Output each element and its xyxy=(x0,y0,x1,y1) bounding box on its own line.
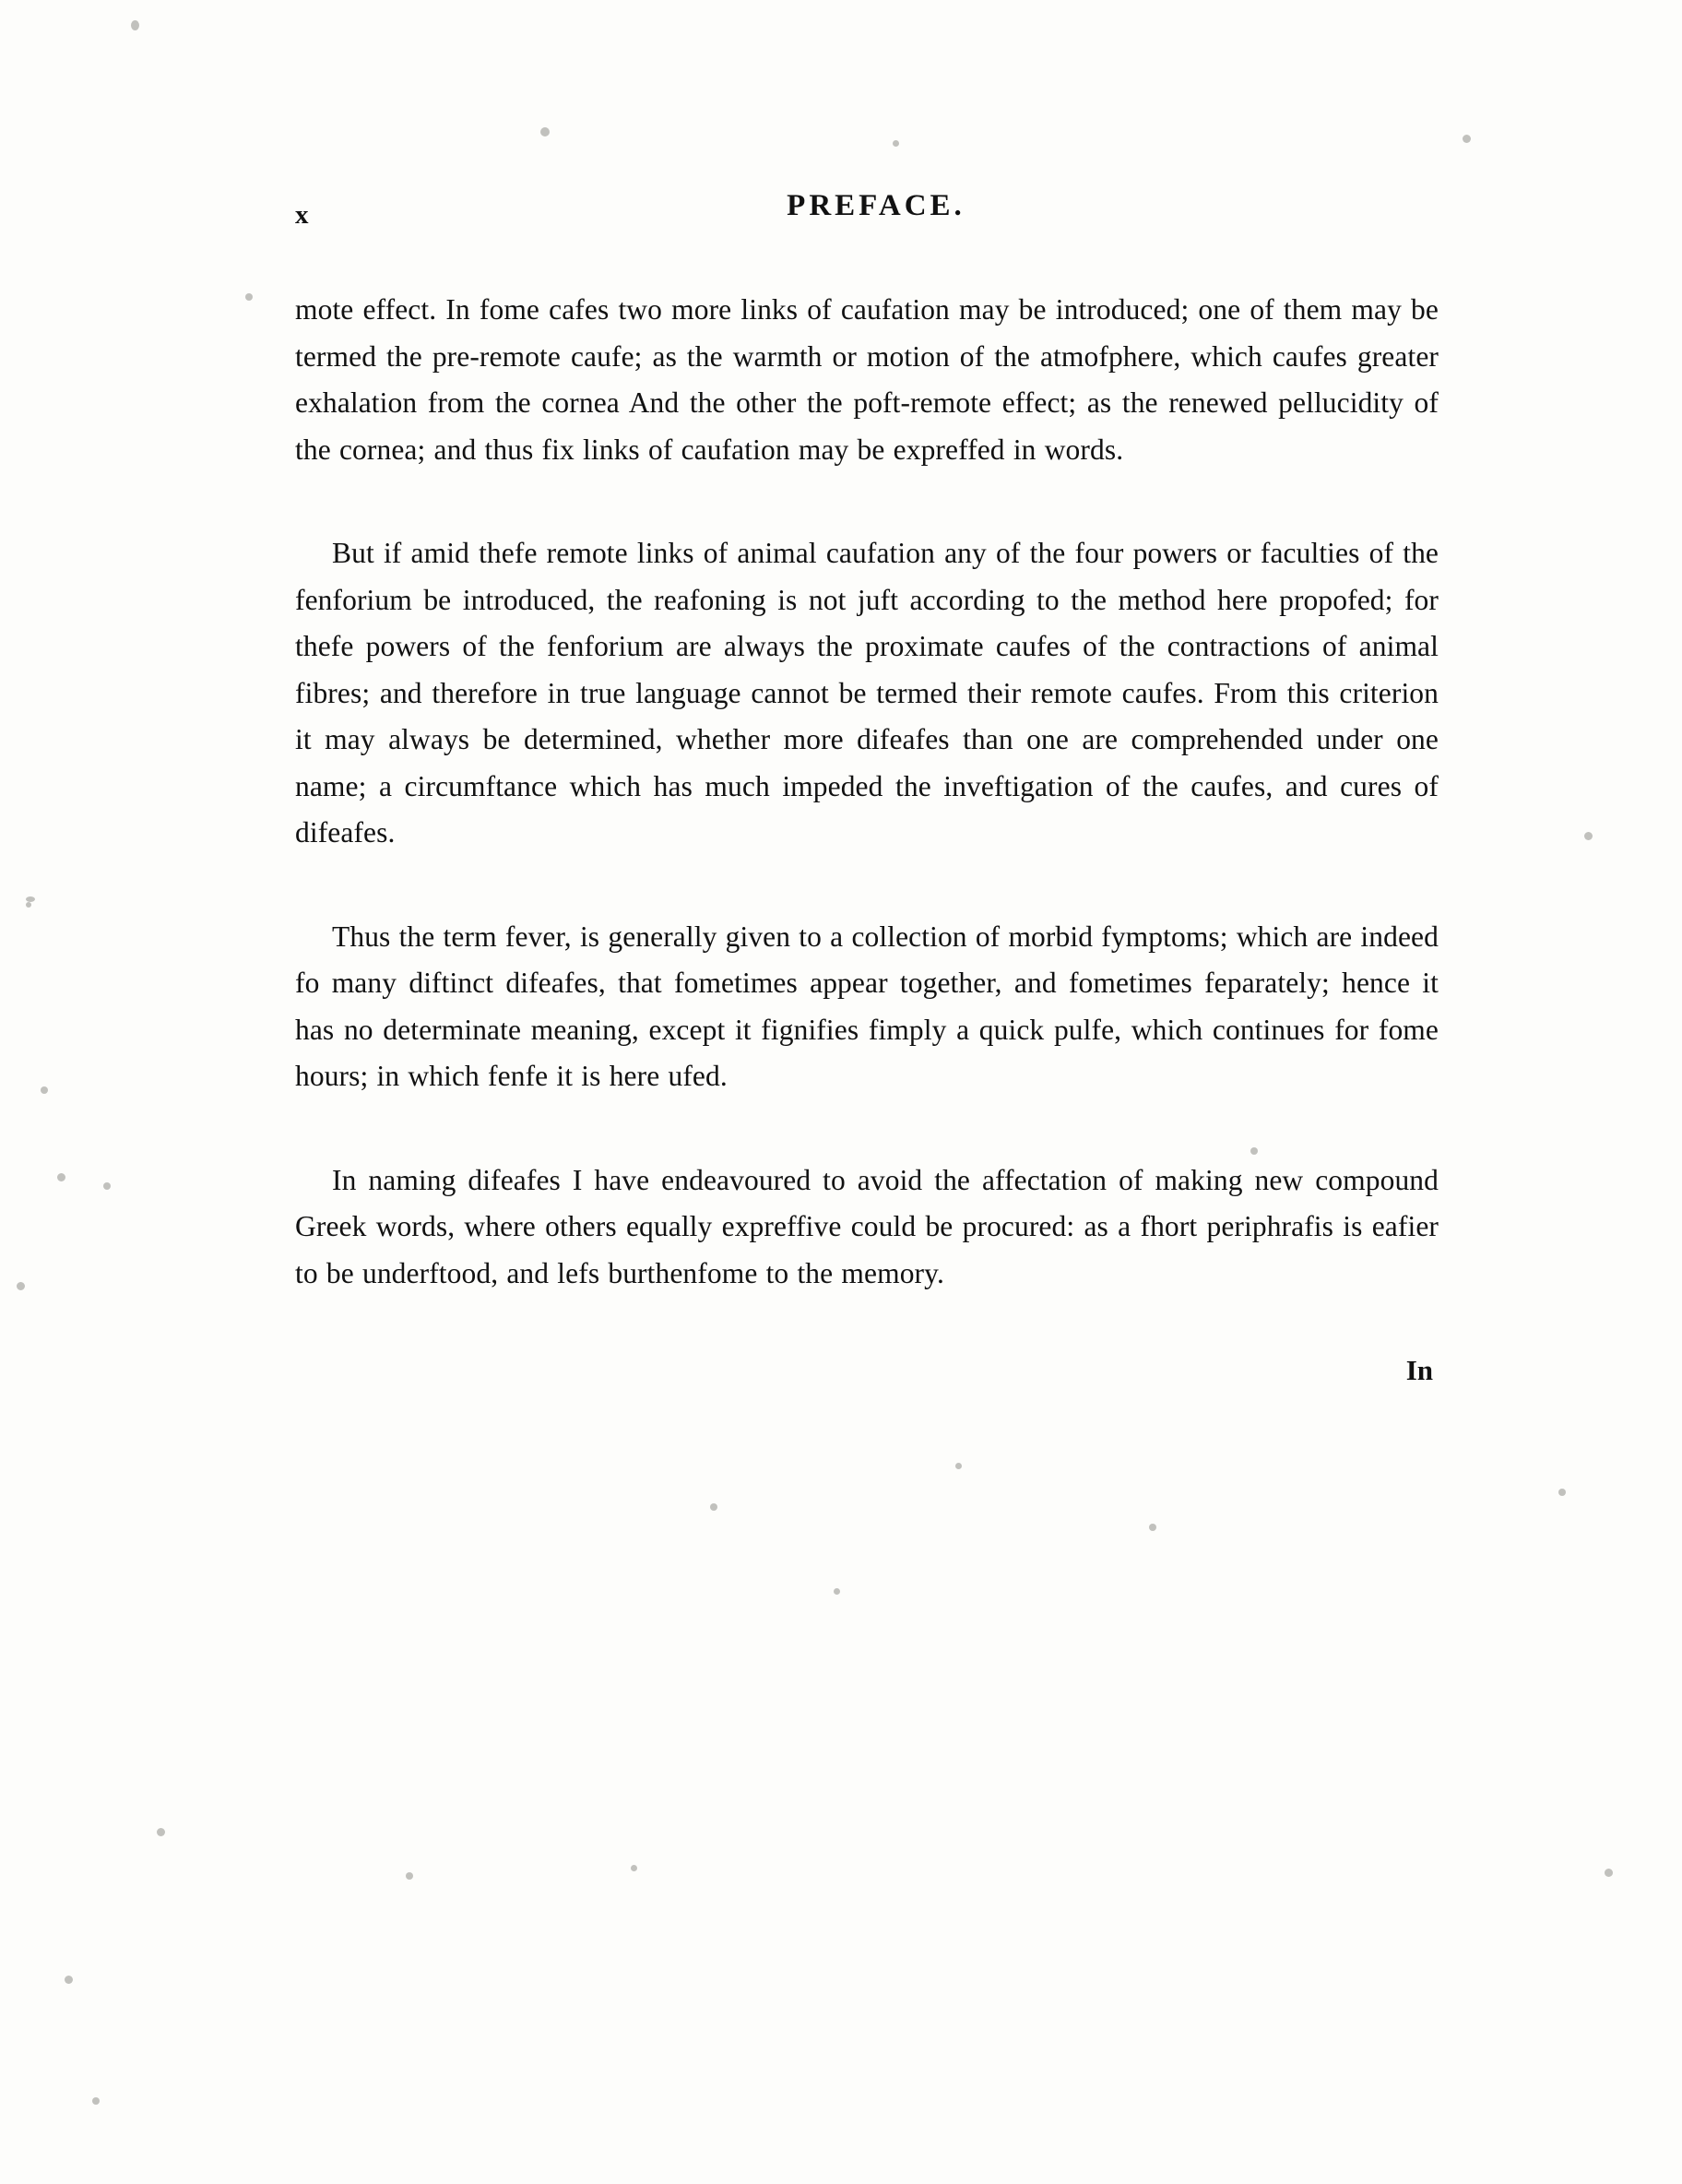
paragraph: But if amid thefe remote links of animal caufation any of the four powers or faculties of the fenforium be introduced, the reafoning is not juft according to the method here propofed; for thefe powers of the fenforium are always the proximate caufes of the contractions of animal fibres; and therefore in true language cannot be termed their remote caufes. From this criterion it may always be determined, whether more difeafes than one are comprehended under one name; a circumftance which has much impeded the inveftigation of the caufes, and cures of difeafes. xyxy=(295,537,1439,849)
paragraph: mote effect. In fome cafes two more links of caufation may be introduced; one of them may be termed the pre-remote caufe; as the warmth or motion of the atmofphere, which caufes greater exhalation from the cornea And the other the poft-remote effect; as the renewed pellucidity of the cornea; and thus fix links of caufation may be expreffed in words. xyxy=(295,293,1439,466)
scan-speck xyxy=(131,20,139,30)
scan-speck xyxy=(710,1503,717,1511)
scan-speck xyxy=(65,1976,73,1984)
scan-speck xyxy=(1149,1524,1156,1531)
page-number: x xyxy=(295,200,309,230)
scan-speck xyxy=(1605,1869,1613,1877)
body-text xyxy=(295,287,1439,1297)
running-head: PREFACE. xyxy=(787,189,965,222)
page-content xyxy=(295,189,1439,1387)
scan-speck xyxy=(834,1588,840,1595)
scan-speck xyxy=(157,1828,165,1836)
paragraph: In naming difeafes I have endeavoured to avoid the affectation of making new compound Greek words, where others equally expreffive could be procured: as a fhort periphrafis is eafier to be underftood, and lefs burthenfome to the memory. xyxy=(295,1163,1439,1289)
paragraph: Thus the term fever, is generally given to a collection of morbid fymptoms; which are indeed fo many diftinct difeafes, that fometimes appear together, and fometimes feparately; hence it has no determinate meaning, except it fignifies fimply a quick pulfe, which continues for fome hours; in which fenfe it is here ufed. xyxy=(295,920,1439,1092)
catchword: In xyxy=(1405,1354,1433,1386)
scan-speck xyxy=(631,1865,637,1871)
page-header xyxy=(295,189,1439,254)
scan-speck xyxy=(17,1282,25,1290)
scan-speck xyxy=(1463,135,1471,143)
scan-speck xyxy=(1558,1489,1566,1496)
scan-speck xyxy=(955,1463,962,1469)
scan-speck xyxy=(92,2097,100,2105)
scan-speck xyxy=(406,1872,413,1880)
scan-speck xyxy=(26,902,31,908)
scan-speck xyxy=(103,1182,111,1190)
scan-speck xyxy=(245,293,253,301)
scan-speck xyxy=(41,1086,48,1094)
scan-speck xyxy=(540,127,550,136)
scan-speck xyxy=(57,1173,65,1181)
scan-speck xyxy=(893,140,899,147)
scan-speck xyxy=(1584,832,1593,840)
